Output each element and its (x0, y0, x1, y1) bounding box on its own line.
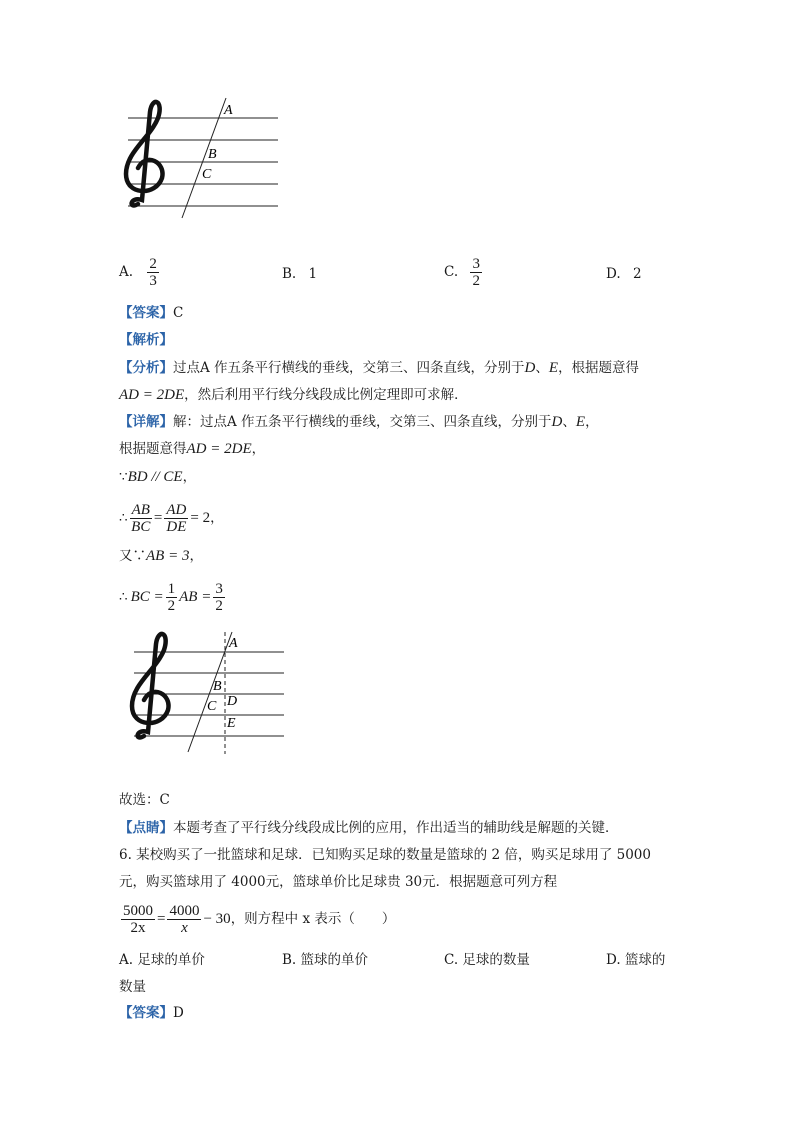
treble-clef-icon (132, 634, 169, 738)
q5-detail-line1: 【详解】解：过点A 作五条平行横线的垂线，交第三、四条直线，分别于D、E， (119, 414, 599, 430)
q5-fenxi-line1: 【分析】过点A 作五条平行横线的垂线，交第三、四条直线，分别于D、E，根据题意得 (119, 360, 640, 376)
option-b: B. 1 (282, 266, 318, 282)
label-c: C (202, 167, 212, 182)
label-a: A (224, 103, 233, 118)
q5-dianjing: 【点睛】本题考查了平行线分线段成比例的应用，作出适当的辅助线是解题的关键． (119, 820, 619, 836)
option-a-fraction: $\frac{2}{3}$ (149, 256, 157, 289)
q6-answer: 【答案】D (119, 1005, 184, 1021)
q5-choose: 故选：C (119, 792, 170, 808)
q6-stem-line1: 6. 某校购买了一批篮球和足球．已知购买足球的数量是篮球的 2 倍，购买足球用了 5000 (119, 847, 651, 863)
label-a: A (229, 636, 238, 651)
label-b: B (213, 679, 222, 694)
staff-figure-1 (118, 92, 288, 224)
fraction-three-halves: $\frac{3}{2}$ (215, 580, 223, 614)
q6-stem-line2: 元，购买篮球用了 4000元，篮球单价比足球贵 30元．根据题意可列方程 (119, 874, 558, 890)
option-c: C. $\frac{3}{2}$ (444, 256, 480, 289)
label-e: E (227, 716, 236, 731)
q5-detail-line2: 根据题意得AD = 2DE， (119, 441, 266, 457)
q5-answer: 【答案】C (119, 305, 184, 321)
staff-figure-2 (124, 624, 294, 758)
fraction-5000-2x: $\frac{5000}{2x}$ (123, 902, 153, 936)
q5-ab-line: 又∵AB = 3， (119, 548, 203, 564)
fraction-ab-bc: $\frac{AB}{BC}$ (131, 501, 151, 535)
q5-analysis-heading: 【解析】 (119, 332, 173, 348)
q6-option-d: D. 篮球的 (606, 952, 666, 968)
q6-option-d-wrap: 数量 (119, 979, 146, 995)
q5-fenxi-line2: AD = 2DE，然后利用平行线分线段成比例定理即可求解． (119, 387, 468, 403)
option-c-fraction: $\frac{3}{2}$ (472, 256, 480, 289)
fraction-one-half: $\frac{1}{2}$ (167, 580, 176, 614)
label-d: D (227, 694, 238, 709)
q6-option-a: A. 足球的单价 (119, 952, 205, 968)
fraction-ad-de: $\frac{AD}{DE}$ (166, 501, 187, 535)
label-c: C (207, 699, 217, 714)
q6-option-b: B. 篮球的单价 (282, 952, 369, 968)
q6-equation-line: $\frac{5000}{2x}$ = $\frac{4000}{x}$ − 30 ，则方程中 x 表示（ ） (123, 902, 396, 936)
q5-parallel-line: ∵BD // CE， (119, 469, 197, 485)
q5-result-line: ∴ BC = $\frac{1}{2}$ AB = $\frac{3}{2}$ (119, 580, 223, 614)
option-a: A. $\frac{2}{3}$ (119, 256, 157, 289)
option-d: D. 2 (606, 266, 642, 282)
fraction-4000-x: $\frac{4000}{x}$ (169, 902, 200, 936)
q5-ratio-line: ∴ $\frac{AB}{BC}$ = $\frac{AD}{DE}$ = 2 ， (119, 501, 224, 535)
q6-option-c: C. 足球的数量 (444, 952, 530, 968)
label-b: B (208, 147, 217, 162)
